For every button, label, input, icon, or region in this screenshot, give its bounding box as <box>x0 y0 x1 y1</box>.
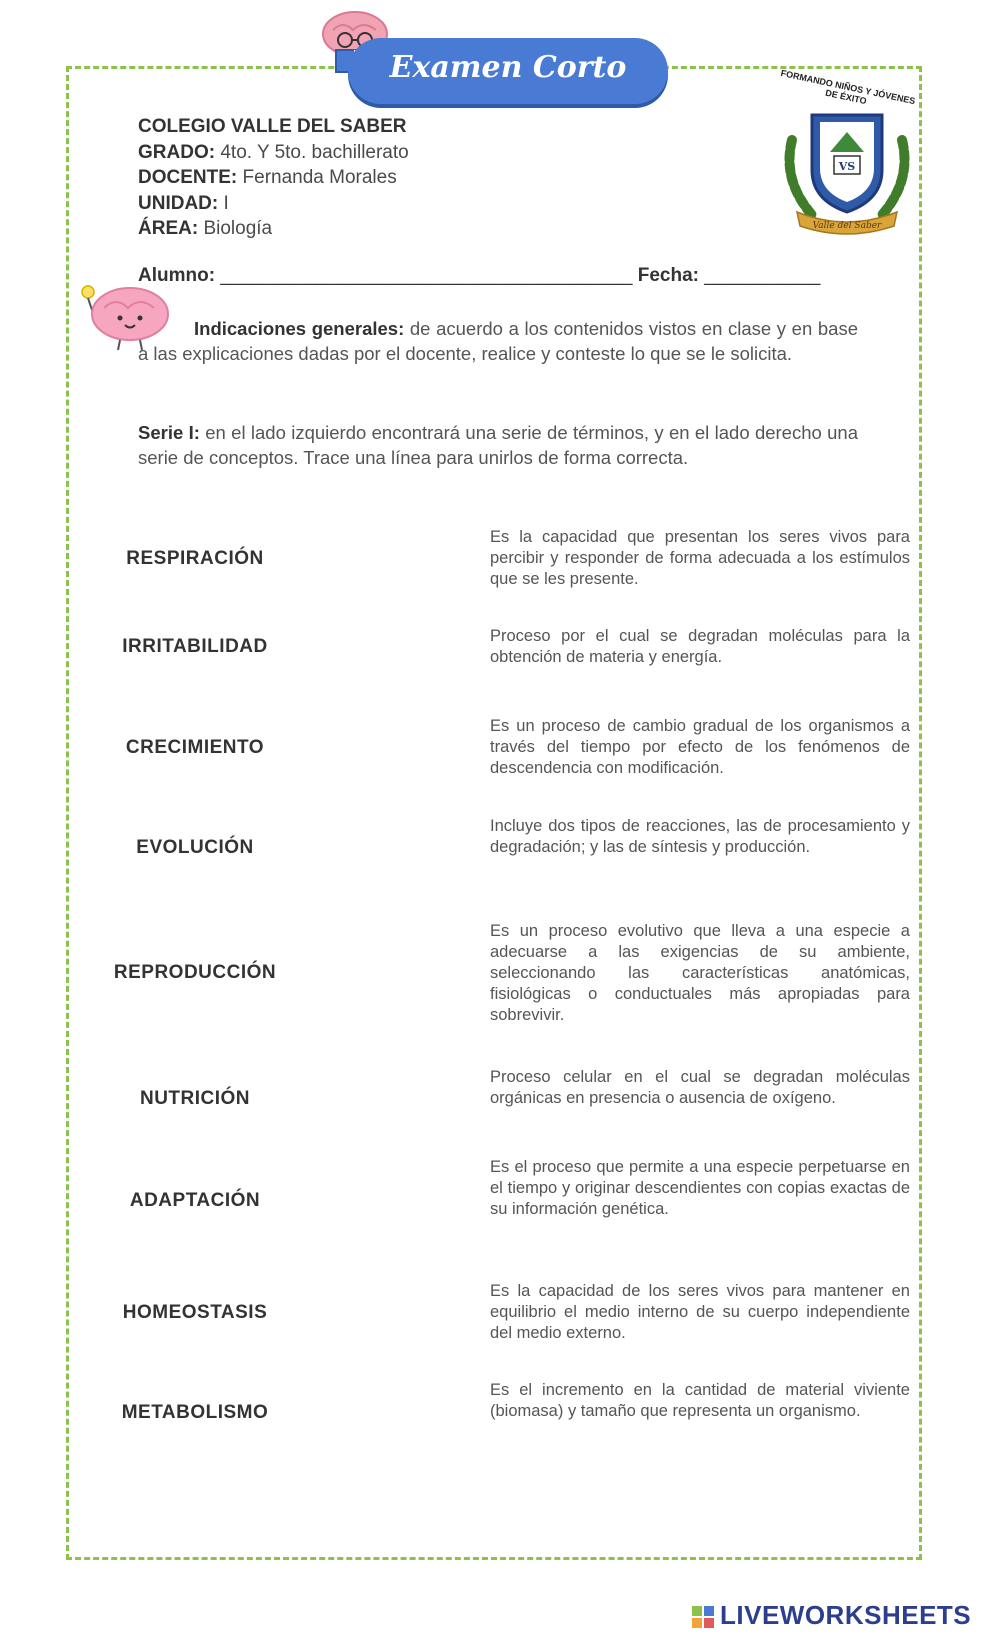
term-item[interactable]: IRRITABILIDAD <box>122 636 268 657</box>
definition-item[interactable]: Proceso por el cual se degradan moléculas para la obtención de materia y energía. <box>490 627 910 666</box>
seal-ribbon-text: Valle del Saber <box>812 221 882 231</box>
term-item[interactable]: METABOLISMO <box>121 1402 269 1423</box>
school-info <box>138 114 409 242</box>
seal-initials: VS <box>838 160 856 173</box>
term-item[interactable]: EVOLUCIÓN <box>136 837 254 858</box>
student-line <box>138 265 821 287</box>
exam-title: Examen Corto <box>389 50 627 85</box>
term-item[interactable]: CRECIMIENTO <box>125 737 265 758</box>
alumno-label: Alumno: <box>138 265 216 286</box>
term-item[interactable]: HOMEOSTASIS <box>122 1302 268 1323</box>
serie-text: en el lado izquierdo encontrará una serie de términos, y en el lado derecho una serie de conceptos. Trace una línea para unirlos de forma correcta. <box>138 422 859 468</box>
unidad-value: I <box>223 192 229 214</box>
definition-item[interactable]: Es la capacidad que presentan los seres vivos para percibir y responder de forma adecuada a los estímulos que se les presente. <box>490 528 910 588</box>
area-label: ÁREA: <box>138 218 199 239</box>
seal-motto: FORMANDO NIÑOS Y JÓVENES DE ÉXITO <box>779 67 917 107</box>
definition-item[interactable]: Es el proceso que permite a una especie perpetuarse en el tiempo y originar descendientes con copias exactas de su información genética. <box>490 1158 910 1218</box>
term-item[interactable]: REPRODUCCIÓN <box>113 962 277 983</box>
serie-label: Serie I: <box>138 422 200 443</box>
definition-item[interactable]: Es la capacidad de los seres vivos para mantener en equilibrio el medio interno de su cuerpo independiente del medio externo. <box>490 1282 910 1342</box>
unidad-label: UNIDAD: <box>138 192 219 214</box>
alumno-blank[interactable]: _______________________________________ <box>220 265 633 286</box>
docente-value: Fernanda Morales <box>242 167 397 188</box>
definition-item[interactable]: Proceso celular en el cual se degradan moléculas orgánicas en presencia o ausencia de oxígeno. <box>490 1068 910 1107</box>
term-item[interactable]: NUTRICIÓN <box>139 1088 251 1109</box>
liveworksheets-brand[interactable]: LIVEWORKSHEETS <box>720 1600 972 1630</box>
instructions-text: de acuerdo a los contenidos vistos en clase y en base a las explicaciones dadas por el docente, realice y conteste lo que se le solicita. <box>138 318 858 364</box>
fecha-label: Fecha: <box>637 265 699 286</box>
definition-item[interactable]: Es el incremento en la cantidad de material viviente (biomasa) y tamaño que representa un organismo. <box>490 1381 910 1420</box>
instructions-paragraph <box>138 316 858 366</box>
liveworksheets-logo-icon <box>692 1606 714 1628</box>
definition-item[interactable]: Es un proceso evolutivo que lleva a una especie a adecuarse a las exigencias de su ambiente, seleccionando las características anatómicas, fisiológicas o conductuales más apropiadas para sobrevivir. <box>490 922 910 1024</box>
school-name: COLEGIO VALLE DEL SABER <box>138 116 407 137</box>
instructions-label: Indicaciones generales: <box>194 318 405 339</box>
term-item[interactable]: RESPIRACIÓN <box>126 548 264 569</box>
docente-label: DOCENTE: <box>138 167 238 188</box>
definition-item[interactable]: Es un proceso de cambio gradual de los organismos a través del tiempo por efecto de los fenómenos de descendencia con modificación. <box>490 717 910 777</box>
grado-value: 4to. Y 5to. bachillerato <box>220 141 409 163</box>
term-item[interactable]: ADAPTACIÓN <box>129 1190 261 1211</box>
fecha-blank[interactable]: ___________ <box>704 265 821 286</box>
definition-item[interactable]: Incluye dos tipos de reacciones, las de procesamiento y degradación; y las de síntesis y producción. <box>490 817 910 856</box>
grado-label: GRADO: <box>138 141 216 163</box>
serie-paragraph <box>138 420 858 470</box>
area-value: Biología <box>203 218 273 239</box>
